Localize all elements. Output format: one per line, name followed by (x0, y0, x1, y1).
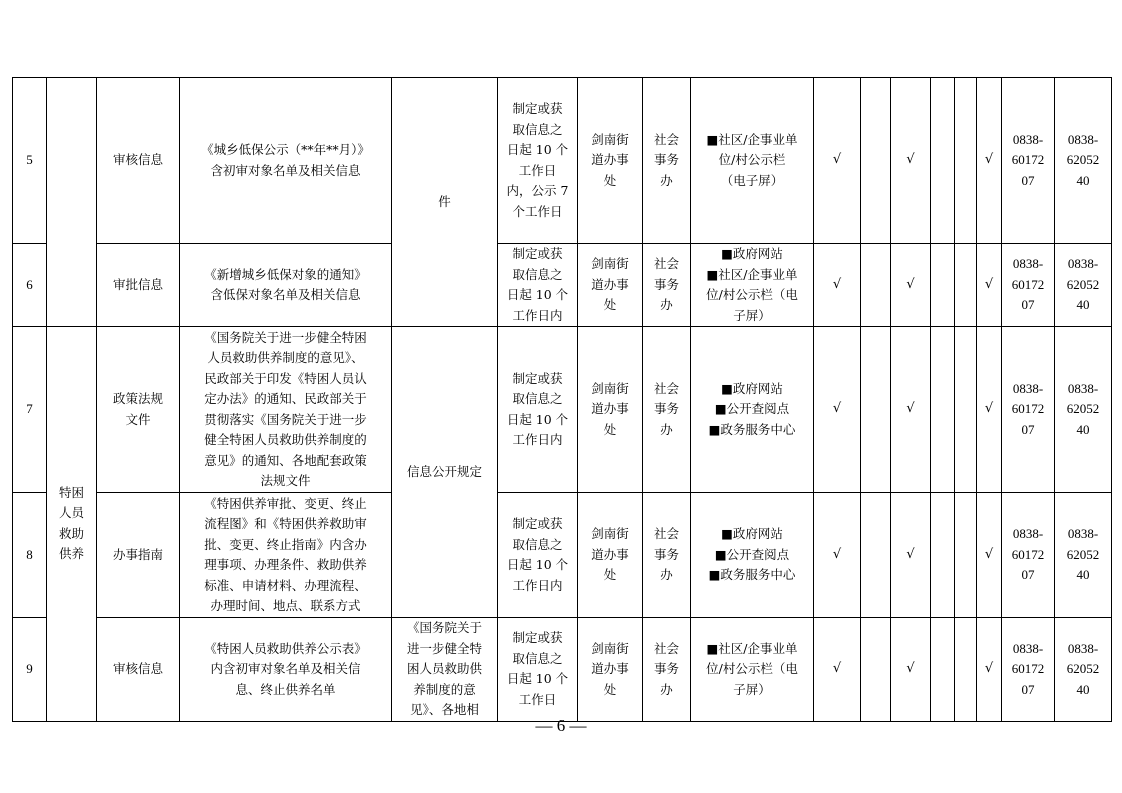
item-cell: 政策法规 文件 (97, 327, 180, 493)
empty-cell (955, 244, 977, 327)
channels-cell: ■政府网站 ■公开查阅点 ■政务服务中心 (691, 493, 814, 618)
department-cell: 剑南街 道办事 处 (578, 618, 643, 722)
office-cell: 社会 事务 办 (643, 493, 691, 618)
empty-cell (861, 244, 891, 327)
check-mark: √ (891, 327, 931, 493)
table-row (13, 78, 1112, 244)
time-limit-cell: 制定或获 取信息之 日起 10 个 工作日 内，公示 7 个工作日 (498, 78, 578, 244)
disclosure-table (12, 77, 1112, 722)
department-cell: 剑南街 道办事 处 (578, 327, 643, 493)
basis-cell: 信息公开规定 (392, 327, 498, 618)
phone-cell: 0838- 60172 07 (1002, 493, 1055, 618)
empty-cell (931, 244, 955, 327)
channels-cell: ■政府网站 ■公开查阅点 ■政务服务中心 (691, 327, 814, 493)
item-cell: 审核信息 (97, 618, 180, 722)
empty-cell (931, 493, 955, 618)
channels-cell: ■社区/企事业单 位/村公示栏 （电子屏） (691, 78, 814, 244)
department-cell: 剑南街 道办事 处 (578, 78, 643, 244)
time-limit-cell: 制定或获 取信息之 日起 10 个 工作日 (498, 618, 578, 722)
phone-cell: 0838- 60172 07 (1002, 244, 1055, 327)
empty-cell (861, 493, 891, 618)
check-mark: √ (814, 618, 861, 722)
content-cell: 《国务院关于进一步健全特困 人员救助供养制度的意见》、 民政部关于印发《特困人员认 定办法》的通知、民政部关于 贯彻落实《国务院关于进一步 健全特困人员救助供养制度的 意见》的通知、各地配套政策 法规文件 (180, 327, 392, 493)
empty-cell (955, 618, 977, 722)
page-number: — 6 — (535, 716, 587, 735)
phone-cell: 0838- 62052 40 (1055, 244, 1112, 327)
office-cell: 社会 事务 办 (643, 618, 691, 722)
empty-cell (955, 327, 977, 493)
basis-cell: 《国务院关于 进一步健全特 困人员救助供 养制度的意 见》、各地相 (392, 618, 498, 722)
category-cell-empty (47, 78, 97, 327)
row-number: 9 (13, 618, 47, 722)
item-cell: 审核信息 (97, 78, 180, 244)
phone-cell: 0838- 62052 40 (1055, 618, 1112, 722)
item-cell: 办事指南 (97, 493, 180, 618)
item-cell: 审批信息 (97, 244, 180, 327)
empty-cell (955, 493, 977, 618)
table-row (13, 618, 1112, 722)
department-cell: 剑南街 道办事 处 (578, 244, 643, 327)
empty-cell (931, 327, 955, 493)
time-limit-cell: 制定或获 取信息之 日起 10 个 工作日内 (498, 493, 578, 618)
check-mark: √ (891, 618, 931, 722)
empty-cell (955, 78, 977, 244)
content-cell: 《特困人员救助供养公示表》 内含初审对象名单及相关信 息、终止供养名单 (180, 618, 392, 722)
time-limit-cell: 制定或获 取信息之 日起 10 个 工作日内 (498, 327, 578, 493)
empty-cell (931, 78, 955, 244)
check-mark: √ (977, 244, 1002, 327)
check-mark: √ (977, 327, 1002, 493)
channels-cell: ■社区/企事业单 位/村公示栏（电 子屏） (691, 618, 814, 722)
check-mark: √ (814, 327, 861, 493)
content-cell: 《新增城乡低保对象的通知》 含低保对象名单及相关信息 (180, 244, 392, 327)
check-mark: √ (891, 244, 931, 327)
check-mark: √ (977, 78, 1002, 244)
empty-cell (861, 78, 891, 244)
check-mark: √ (891, 78, 931, 244)
office-cell: 社会 事务 办 (643, 244, 691, 327)
time-limit-cell: 制定或获 取信息之 日起 10 个 工作日内 (498, 244, 578, 327)
table-row (13, 327, 1112, 493)
category-cell: 特困 人员 救助 供养 (47, 327, 97, 722)
row-number: 5 (13, 78, 47, 244)
department-cell: 剑南街 道办事 处 (578, 493, 643, 618)
phone-cell: 0838- 62052 40 (1055, 493, 1112, 618)
phone-cell: 0838- 60172 07 (1002, 327, 1055, 493)
check-mark: √ (891, 493, 931, 618)
phone-cell: 0838- 62052 40 (1055, 78, 1112, 244)
content-cell: 《特困供养审批、变更、终止 流程图》和《特困供养救助审 批、变更、终止指南》内含办 理事项、办理条件、救助供养 标准、申请材料、办理流程、 办理时间、地点、联系方式 (180, 493, 392, 618)
check-mark: √ (814, 244, 861, 327)
check-mark: √ (977, 493, 1002, 618)
table-row (13, 493, 1112, 618)
phone-cell: 0838- 60172 07 (1002, 618, 1055, 722)
check-mark: √ (977, 618, 1002, 722)
check-mark: √ (814, 78, 861, 244)
row-number: 8 (13, 493, 47, 618)
table-row (13, 244, 1112, 327)
phone-cell: 0838- 62052 40 (1055, 327, 1112, 493)
content-cell: 《城乡低保公示（**年**月）》 含初审对象名单及相关信息 (180, 78, 392, 244)
empty-cell (861, 618, 891, 722)
empty-cell (861, 327, 891, 493)
office-cell: 社会 事务 办 (643, 327, 691, 493)
basis-cell: 件 (392, 78, 498, 327)
office-cell: 社会 事务 办 (643, 78, 691, 244)
check-mark: √ (814, 493, 861, 618)
row-number: 6 (13, 244, 47, 327)
phone-cell: 0838- 60172 07 (1002, 78, 1055, 244)
row-number: 7 (13, 327, 47, 493)
empty-cell (931, 618, 955, 722)
channels-cell: ■政府网站 ■社区/企事业单 位/村公示栏（电 子屏） (691, 244, 814, 327)
